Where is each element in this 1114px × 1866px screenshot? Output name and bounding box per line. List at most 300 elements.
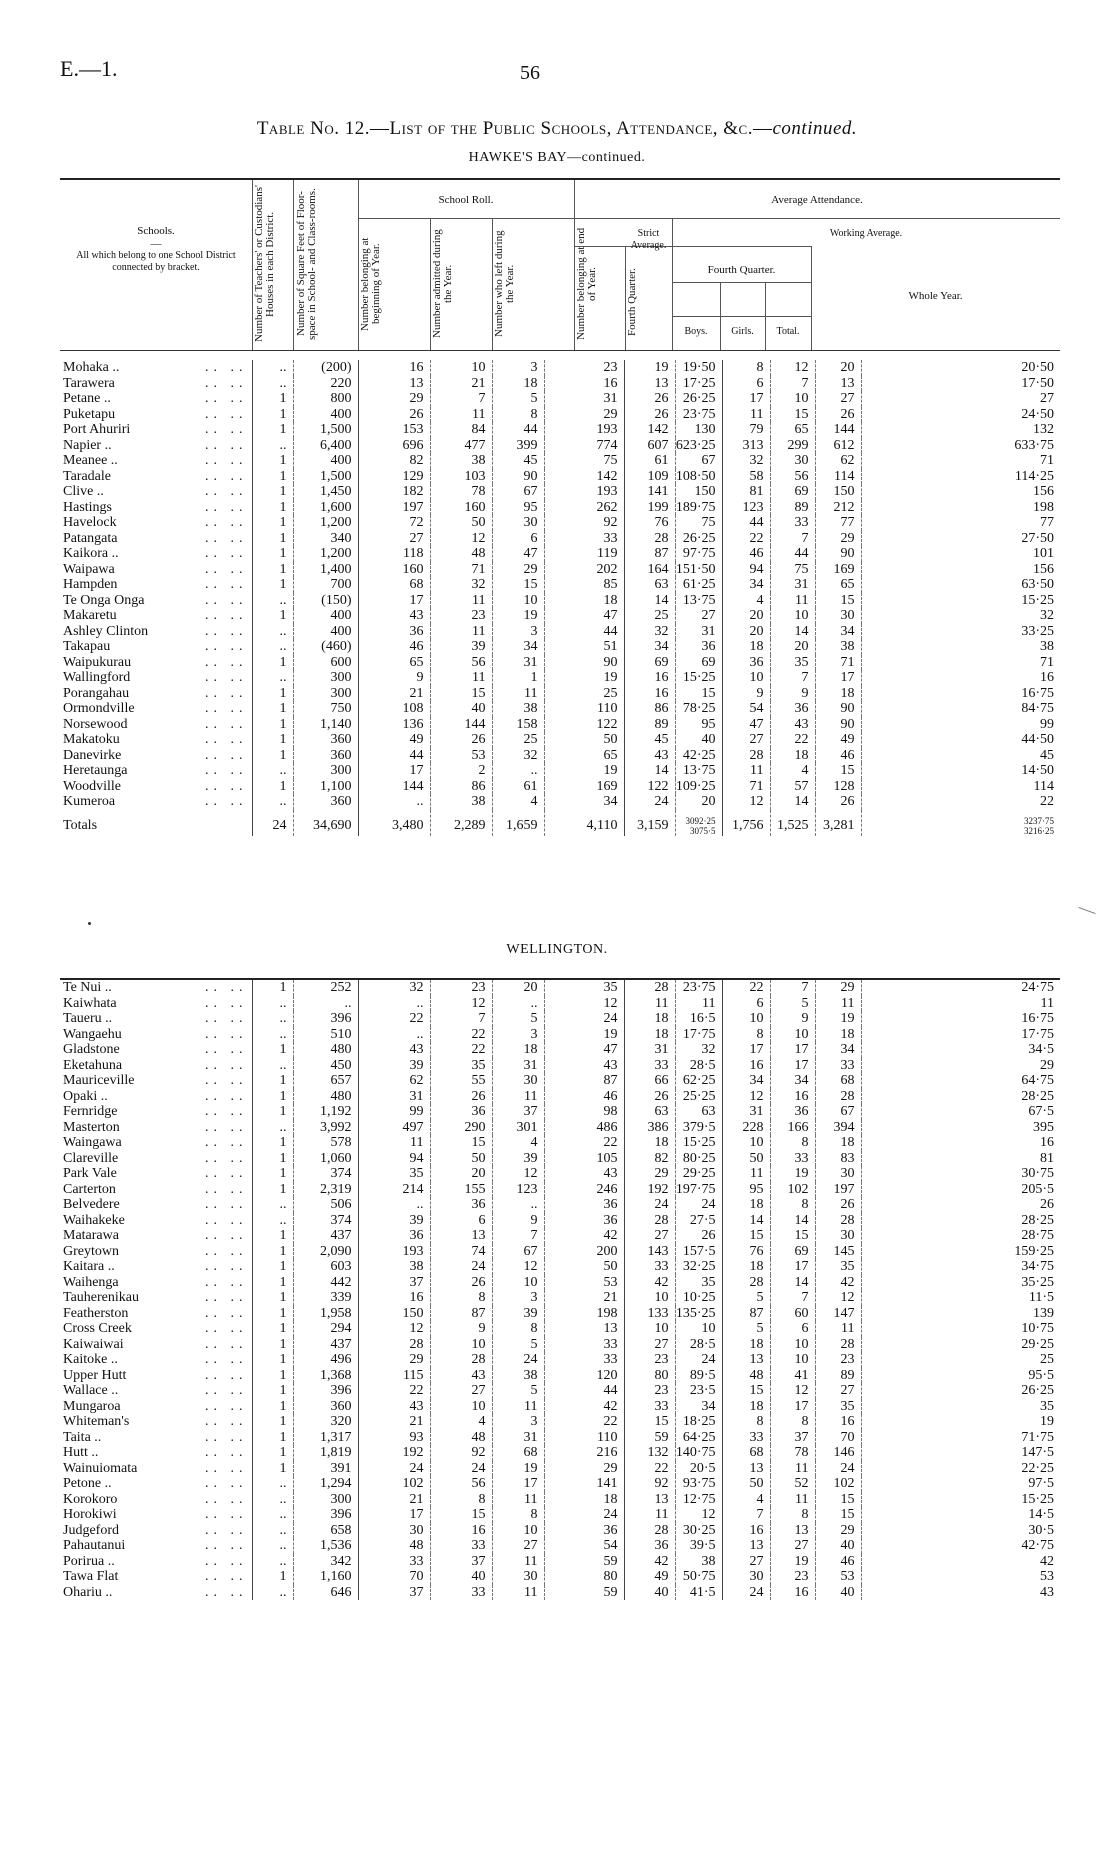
cell-value: 12 (722, 1089, 770, 1105)
cell-value: 1 (252, 1430, 293, 1446)
cell-value: 11 (358, 1135, 430, 1151)
cell-value: 14 (624, 593, 675, 609)
cell-value: 1,400 (293, 562, 358, 578)
school-name: Hampden (63, 577, 118, 593)
cell-value: 153 (358, 422, 430, 438)
cell-value: 15 (624, 1414, 675, 1430)
cell-value: 40 (675, 732, 722, 748)
cell-value: 8 (722, 1414, 770, 1430)
cell-value: 52 (770, 1476, 815, 1492)
cell-value: 45 (624, 732, 675, 748)
school-name: Takapau (63, 639, 111, 655)
school-name: Waipukurau (63, 654, 132, 670)
cell-value: 78·25 (675, 701, 722, 717)
school-name: Kaikora .. (63, 546, 119, 562)
cell-value: 607 (624, 438, 675, 454)
cell-value: (200) (293, 360, 358, 376)
cell-value: 8 (492, 407, 544, 423)
cell-value: 37 (430, 1554, 492, 1570)
school-name: Clareville (63, 1150, 119, 1166)
cell-value: 15 (430, 1135, 492, 1151)
cell-value: 477 (430, 438, 492, 454)
cell-value: 130 (675, 422, 722, 438)
cell-value: 10 (624, 1290, 675, 1306)
cell-value: 38 (861, 639, 1060, 655)
cell-value: 15·25 (861, 1492, 1060, 1508)
cell-value: 25 (861, 1352, 1060, 1368)
cell-value: 11 (815, 1321, 861, 1337)
cell-value: 22 (358, 1383, 430, 1399)
cell-value: 80 (624, 1368, 675, 1384)
cell-value: 94 (722, 562, 770, 578)
cell-value: 16 (544, 376, 624, 392)
cell-value: 374 (293, 1166, 358, 1182)
cell-value: 16 (358, 360, 430, 376)
cell-value: 15 (492, 577, 544, 593)
table-row: .. .. Danevirke 1 360 44 53 32 65 43 42·25 28 18 46 45 (60, 748, 1060, 764)
cell-value: 89 (770, 500, 815, 516)
cell-value: 205·5 (861, 1182, 1060, 1198)
cell-value: 16 (430, 1523, 492, 1539)
cell-value: 27 (815, 1383, 861, 1399)
cell-value: 12 (675, 1507, 722, 1523)
cell-value: 212 (815, 500, 861, 516)
cell-value: 45 (861, 748, 1060, 764)
cell-value: 10 (492, 1523, 544, 1539)
cell-value: 44 (358, 748, 430, 764)
school-name: Napier .. (63, 437, 112, 453)
cell-value: 28 (358, 1337, 430, 1353)
cell-value: 84 (430, 422, 492, 438)
cell-value: 71 (861, 453, 1060, 469)
cell-value: 29·25 (861, 1337, 1060, 1353)
table-row: .. .. Carterton 1 2,319 214 155 123 246 192 197·75 95 102 197 205·5 (60, 1182, 1060, 1198)
cell-value: 13·75 (675, 763, 722, 779)
cell-value: 496 (293, 1352, 358, 1368)
cell-value: 300 (293, 686, 358, 702)
cell-value: 198 (861, 500, 1060, 516)
cell-value: 9 (358, 670, 430, 686)
cell-value: 49 (358, 732, 430, 748)
cell-value: 28 (722, 1275, 770, 1291)
cell-value: 22 (544, 1135, 624, 1151)
cell-value: .. (492, 996, 544, 1012)
cell-value: 15 (815, 593, 861, 609)
cell-value: 35 (861, 1399, 1060, 1415)
cell-value: 22 (544, 1414, 624, 1430)
cell-value: 1 (252, 515, 293, 531)
cell-value: 8 (492, 1507, 544, 1523)
header-left: Number who left during the Year. (493, 230, 516, 338)
school-name: Wangaehu (63, 1026, 122, 1042)
cell-value: 78 (430, 484, 492, 500)
cell-value: 33 (624, 1259, 675, 1275)
cell-value: 35 (358, 1166, 430, 1182)
cell-value: 51 (544, 639, 624, 655)
cell-value: 57 (770, 779, 815, 795)
cell-value: 99 (861, 717, 1060, 733)
school-name: Wallace .. (63, 1383, 119, 1399)
cell-value: 150 (675, 484, 722, 500)
cell-value: 26 (815, 794, 861, 810)
school-name: Judgeford (63, 1522, 119, 1538)
cell-value: 67 (815, 1104, 861, 1120)
cell-value: 17 (358, 593, 430, 609)
cell-value: 169 (815, 562, 861, 578)
cell-value: 13 (722, 1352, 770, 1368)
cell-value: 10 (770, 608, 815, 624)
header-end: Number belonging at end of Year. (575, 227, 598, 341)
header-schools: Schools. (137, 225, 175, 237)
cell-value: 1 (252, 1244, 293, 1260)
school-name: Te Nui .. (63, 980, 112, 996)
cell-value: 33 (430, 1538, 492, 1554)
cell-value: 89 (624, 717, 675, 733)
cell-value: .. (252, 1585, 293, 1601)
cell-value: 400 (293, 453, 358, 469)
cell-value: 82 (624, 1151, 675, 1167)
cell-value: 13 (430, 1228, 492, 1244)
cell-value: 13 (722, 1538, 770, 1554)
cell-value: 192 (624, 1182, 675, 1198)
cell-value: 20 (430, 1166, 492, 1182)
cell-value: 16 (861, 670, 1060, 686)
cell-value: 156 (861, 484, 1060, 500)
cell-value: 1,140 (293, 717, 358, 733)
cell-value: 75 (770, 562, 815, 578)
cell-value: .. (252, 794, 293, 810)
school-name: Taueru .. (63, 1011, 113, 1027)
cell-value: 26 (624, 391, 675, 407)
cell-value: 9 (722, 686, 770, 702)
cell-value: 7 (770, 979, 815, 996)
cell-value: 1 (252, 748, 293, 764)
cell-value: 87 (544, 1073, 624, 1089)
cell-value: 69 (675, 655, 722, 671)
cell-value: 59 (544, 1585, 624, 1601)
cell-value: 33 (544, 531, 624, 547)
cell-value: 102 (358, 1476, 430, 1492)
table-row: .. .. Waipukurau 1 600 65 56 31 90 69 69 36 35 71 71 (60, 655, 1060, 671)
cell-value: 15 (770, 1228, 815, 1244)
cell-value: 29·25 (675, 1166, 722, 1182)
cell-value: 24 (430, 1259, 492, 1275)
cell-value: 63 (675, 1104, 722, 1120)
cell-value: 11 (492, 1089, 544, 1105)
school-name: Mungaroa (63, 1398, 121, 1414)
cell-value: 11·5 (861, 1290, 1060, 1306)
section-title-wellington: WELLINGTON. (506, 942, 608, 957)
cell-value: 135·25 (675, 1306, 722, 1322)
cell-value: 35 (675, 1275, 722, 1291)
table-row: .. .. Puketapu 1 400 26 11 8 29 26 23·75 11 15 26 24·50 (60, 407, 1060, 423)
school-name: Ashley Clinton (63, 623, 149, 639)
cell-value: 7 (770, 376, 815, 392)
table-row: .. .. Waihakeke .. 374 39 6 9 36 28 27·5 14 14 28 28·25 (60, 1213, 1060, 1229)
cell-value: 50 (430, 1151, 492, 1167)
cell-value: 8 (722, 360, 770, 376)
totals-beginning: 3,480 (358, 810, 430, 836)
cell-value: 39 (492, 1151, 544, 1167)
cell-value: 101 (861, 546, 1060, 562)
cell-value: 28 (624, 531, 675, 547)
cell-value: 129 (358, 469, 430, 485)
cell-value: 1 (252, 1383, 293, 1399)
cell-value: 4 (492, 1135, 544, 1151)
cell-value: 1 (252, 717, 293, 733)
cell-value: 32 (624, 624, 675, 640)
cell-value: 11 (492, 1399, 544, 1415)
cell-value: 1 (252, 1089, 293, 1105)
cell-value: .. (252, 624, 293, 640)
cell-value: 6 (770, 1321, 815, 1337)
table-row: .. .. Makatoku 1 360 49 26 25 50 45 40 27 22 49 44·50 (60, 732, 1060, 748)
cell-value: 23 (770, 1569, 815, 1585)
cell-value: 11 (430, 670, 492, 686)
cell-value: 10 (770, 1352, 815, 1368)
cell-value: 56 (430, 1476, 492, 1492)
table-row: .. .. Wainuiomata 1 391 24 24 19 29 22 20·5 13 11 24 22·25 (60, 1461, 1060, 1477)
cell-value: 26·25 (675, 531, 722, 547)
cell-value: 202 (544, 562, 624, 578)
cell-value: .. (293, 996, 358, 1012)
cell-value: 20·5 (675, 1461, 722, 1477)
cell-value: 800 (293, 391, 358, 407)
cell-value: 35 (544, 979, 624, 996)
cell-value: 30 (358, 1523, 430, 1539)
cell-value: 18 (722, 639, 770, 655)
cell-value: 42 (624, 1275, 675, 1291)
totals-whole-year-line: 3237·75 (1024, 815, 1054, 826)
cell-value: 16·5 (675, 1011, 722, 1027)
cell-value: .. (252, 1011, 293, 1027)
cell-value: 192 (358, 1445, 430, 1461)
cell-value: 31 (722, 1104, 770, 1120)
cell-value: 1 (252, 453, 293, 469)
cell-value: 30 (492, 1569, 544, 1585)
school-name: Carterton (63, 1181, 116, 1197)
cell-value: 294 (293, 1321, 358, 1337)
cell-value: 40 (815, 1538, 861, 1554)
cell-value: 1,317 (293, 1430, 358, 1446)
cell-value: 26 (430, 1275, 492, 1291)
cell-value: 700 (293, 577, 358, 593)
school-name: Makaretu (63, 608, 117, 624)
title-main: List of the Public Schools, Attendance, &c.— (389, 118, 773, 139)
cell-value: .. (252, 763, 293, 779)
school-name: Danevirke (63, 747, 122, 763)
cell-value: 13 (815, 376, 861, 392)
header-strict-average: Strict Average. (630, 228, 667, 251)
cell-value: 1,200 (293, 546, 358, 562)
cell-value: 38 (675, 1554, 722, 1570)
cell-value: 12 (430, 996, 492, 1012)
cell-value: 28·75 (861, 1228, 1060, 1244)
cell-value: 1 (492, 670, 544, 686)
cell-value: 10 (770, 391, 815, 407)
cell-value: .. (252, 1058, 293, 1074)
cell-value: 1 (252, 1445, 293, 1461)
school-name: Fernridge (63, 1104, 118, 1120)
cell-value: 15 (430, 686, 492, 702)
cell-value: 1 (252, 422, 293, 438)
table-row: .. .. Petone .. .. 1,294 102 56 17 141 92 93·75 50 52 102 97·5 (60, 1476, 1060, 1492)
cell-value: 12 (430, 531, 492, 547)
cell-value: 29 (815, 1523, 861, 1539)
cell-value: 27·5 (675, 1213, 722, 1229)
cell-value: 600 (293, 655, 358, 671)
cell-value: 27 (722, 1554, 770, 1570)
cell-value: 18·25 (675, 1414, 722, 1430)
cell-value: 22 (430, 1027, 492, 1043)
cell-value: .. (252, 1492, 293, 1508)
cell-value: 68 (358, 577, 430, 593)
table-row: .. .. Mohaka .. .. (200) 16 10 3 23 19 19·50 8 12 20 20·50 (60, 360, 1060, 376)
cell-value: 189·75 (675, 500, 722, 516)
cell-value: 71 (815, 655, 861, 671)
cell-value: 62 (358, 1073, 430, 1089)
cell-value: 4 (722, 593, 770, 609)
cell-value: 110 (544, 701, 624, 717)
cell-value: 44 (770, 546, 815, 562)
cell-value: 46 (815, 1554, 861, 1570)
cell-value: 44·50 (861, 732, 1060, 748)
cell-value: 23 (430, 979, 492, 996)
cell-value: 23 (624, 1383, 675, 1399)
cell-value: 32 (358, 979, 430, 996)
cell-value: 18 (722, 1337, 770, 1353)
cell-value: 17 (770, 1058, 815, 1074)
cell-value: 1 (252, 500, 293, 516)
cell-value: 158 (492, 717, 544, 733)
cell-value: 87 (624, 546, 675, 562)
cell-value: 17·75 (675, 1027, 722, 1043)
cell-value: 36 (358, 1228, 430, 1244)
cell-value: 54 (544, 1538, 624, 1554)
totals-row (60, 810, 1060, 836)
cell-value: 13 (624, 376, 675, 392)
cell-value: 142 (624, 422, 675, 438)
cell-value: 47 (544, 1042, 624, 1058)
cell-value: 658 (293, 1523, 358, 1539)
cell-value: 67·5 (861, 1104, 1060, 1120)
cell-value: 17 (722, 1042, 770, 1058)
cell-value: .. (358, 1197, 430, 1213)
cell-value: .. (252, 360, 293, 376)
table-row: .. .. Gladstone 1 480 43 22 18 47 31 32 17 17 34 34·5 (60, 1042, 1060, 1058)
cell-value: 42·25 (675, 748, 722, 764)
school-name: Taita .. (63, 1429, 102, 1445)
header-admitted: Number admitted during the Year. (431, 229, 454, 339)
cell-value: 28·25 (861, 1089, 1060, 1105)
cell-value: 1 (252, 979, 293, 996)
cell-value: 30 (492, 515, 544, 531)
cell-value: 193 (544, 484, 624, 500)
school-name: Tauherenikau (63, 1290, 139, 1306)
school-name: Upper Hutt (63, 1367, 127, 1383)
cell-value: 10 (722, 1011, 770, 1027)
cell-value: 43 (544, 1166, 624, 1182)
cell-value: 290 (430, 1120, 492, 1136)
cell-value: 5 (722, 1321, 770, 1337)
cell-value: 10 (722, 670, 770, 686)
cell-value: 22 (722, 531, 770, 547)
cell-value: 34 (492, 639, 544, 655)
cell-value: 15 (675, 686, 722, 702)
cell-value: 26 (430, 1089, 492, 1105)
cell-value: 1 (252, 1182, 293, 1198)
cell-value: 14 (770, 624, 815, 640)
cell-value: 71 (430, 562, 492, 578)
cell-value: 10 (675, 1321, 722, 1337)
cell-value: 28·5 (675, 1058, 722, 1074)
totals-label: Totals (63, 818, 98, 833)
cell-value: 10 (770, 1027, 815, 1043)
cell-value: 15 (722, 1228, 770, 1244)
cell-value: 6 (492, 531, 544, 547)
cell-value: 24 (492, 1352, 544, 1368)
cell-value: 1,958 (293, 1306, 358, 1322)
cell-value: 42 (544, 1228, 624, 1244)
cell-value: 30 (815, 1166, 861, 1182)
cell-value: 150 (815, 484, 861, 500)
school-name: Masterton (63, 1119, 120, 1135)
cell-value: 50 (544, 732, 624, 748)
cell-value: 1 (252, 701, 293, 717)
cell-value: 43 (624, 748, 675, 764)
table-header: Schools. — All which belong to one School District connected by bracket. Number of Teachers' or Custodians' Houses in each District. Number of Square Feet of Floor-space in School- and Class-rooms. School Roll. Number belonging at beginning of Year. Number admitted during the Year. Number who left during the Year. Average Attendance. Number belonging at end of Year. Strict Average. Fourth Quarter. Working Average. Fourth Quarter. Boys. Girls. Total. Whole Year. (60, 178, 1060, 351)
cell-value: 3 (492, 1027, 544, 1043)
cell-value: 103 (430, 469, 492, 485)
cell-value: 11 (722, 407, 770, 423)
cell-value: 1 (252, 1104, 293, 1120)
cell-value: 300 (293, 763, 358, 779)
cell-value: 28 (815, 1089, 861, 1105)
table-row: .. .. Te Nui .. 1 252 32 23 20 35 28 23·75 22 7 29 24·75 (60, 979, 1060, 996)
cell-value: 1,536 (293, 1538, 358, 1554)
table-row: .. .. Hutt .. 1 1,819 192 92 68 216 132 140·75 68 78 146 147·5 (60, 1445, 1060, 1461)
cell-value: 16 (861, 1135, 1060, 1151)
school-name: Tawa Flat (63, 1569, 119, 1585)
cell-value: 1 (252, 1275, 293, 1291)
cell-value: 399 (492, 438, 544, 454)
cell-value: 15 (722, 1383, 770, 1399)
cell-value: 56 (430, 655, 492, 671)
cell-value: 27 (624, 1228, 675, 1244)
header-schools-note: All which belong to one School District connected by bracket. (76, 250, 236, 273)
table-row: .. .. Makaretu 1 400 43 23 19 47 25 27 20 10 30 32 (60, 608, 1060, 624)
cell-value: 30 (770, 453, 815, 469)
cell-value: 14 (722, 1213, 770, 1229)
cell-value: (150) (293, 593, 358, 609)
cell-value: 1 (252, 1073, 293, 1089)
cell-value: 27 (722, 732, 770, 748)
document-code: E.—1. (60, 56, 118, 81)
cell-value: 18 (722, 1197, 770, 1213)
cell-value: 46 (722, 546, 770, 562)
cell-value: 27·50 (861, 531, 1060, 547)
cell-value: 105 (544, 1151, 624, 1167)
cell-value: 11 (492, 686, 544, 702)
cell-value: 29 (544, 1461, 624, 1477)
cell-value: 11 (722, 1166, 770, 1182)
cell-value: 4 (430, 1414, 492, 1430)
cell-value: 87 (430, 1306, 492, 1322)
cell-value: 396 (293, 1011, 358, 1027)
cell-value: 25·25 (675, 1089, 722, 1105)
cell-value: 32 (492, 748, 544, 764)
table-row: .. .. Pahautanui .. 1,536 48 33 27 54 36 39·5 13 27 40 42·75 (60, 1538, 1060, 1554)
